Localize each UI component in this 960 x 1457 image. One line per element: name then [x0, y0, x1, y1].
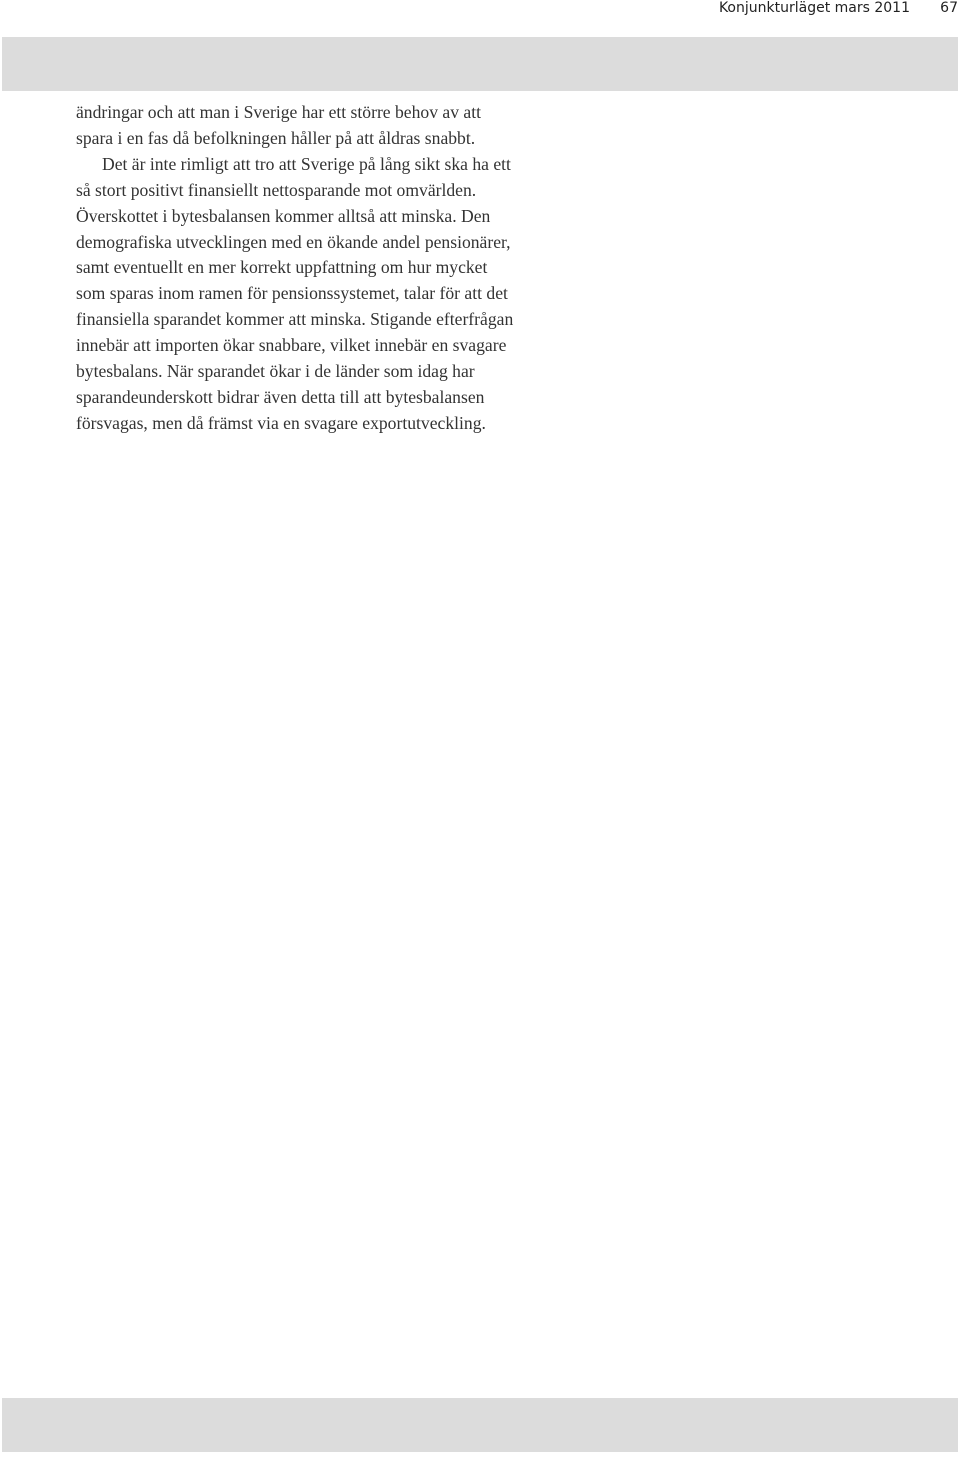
text-line: spara i en fas då befolkningen håller på att åldras snabbt. — [76, 127, 476, 148]
text-line: finansiella sparandet kommer att minska. Stigande efterfrågan — [76, 309, 514, 330]
text-line: försvagas, men då främst via en svagare exportutveckling. — [76, 412, 486, 433]
text-line: innebär att importen ökar snabbare, vilket innebär en svagare — [76, 335, 507, 356]
bottom-grey-band — [2, 1398, 958, 1452]
text-line: så stort positivt finansiellt nettosparande mot omvärlden. — [76, 179, 477, 200]
text-line: sparandeunderskott bidrar även detta till att bytesbalansen — [76, 386, 485, 407]
top-grey-band — [2, 37, 958, 91]
text-line: som sparas inom ramen för pensionssystemet, talar för att det — [76, 283, 508, 304]
page-number: 67 — [940, 0, 958, 16]
text-line: ändringar och att man i Sverige har ett större behov av att — [76, 102, 481, 122]
text-line: samt eventuellt en mer korrekt uppfattning om hur mycket — [76, 257, 488, 278]
paragraph-1 — [76, 100, 616, 152]
text-line: bytesbalans. När sparandet ökar i de länder som idag har — [76, 361, 475, 382]
publication-title: Konjunkturläget mars 2011 — [718, 0, 910, 16]
text-line: Det är inte rimligt att tro att Sverige på lång sikt ska ha ett — [102, 153, 511, 174]
text-line: Överskottet i bytesbalansen kommer alltså att minska. Den — [76, 205, 491, 226]
paragraph-2 — [76, 152, 616, 437]
running-header — [0, 0, 960, 18]
body-text — [76, 100, 616, 437]
text-line: demografiska utvecklingen med en ökande andel pensionärer, — [76, 231, 511, 252]
